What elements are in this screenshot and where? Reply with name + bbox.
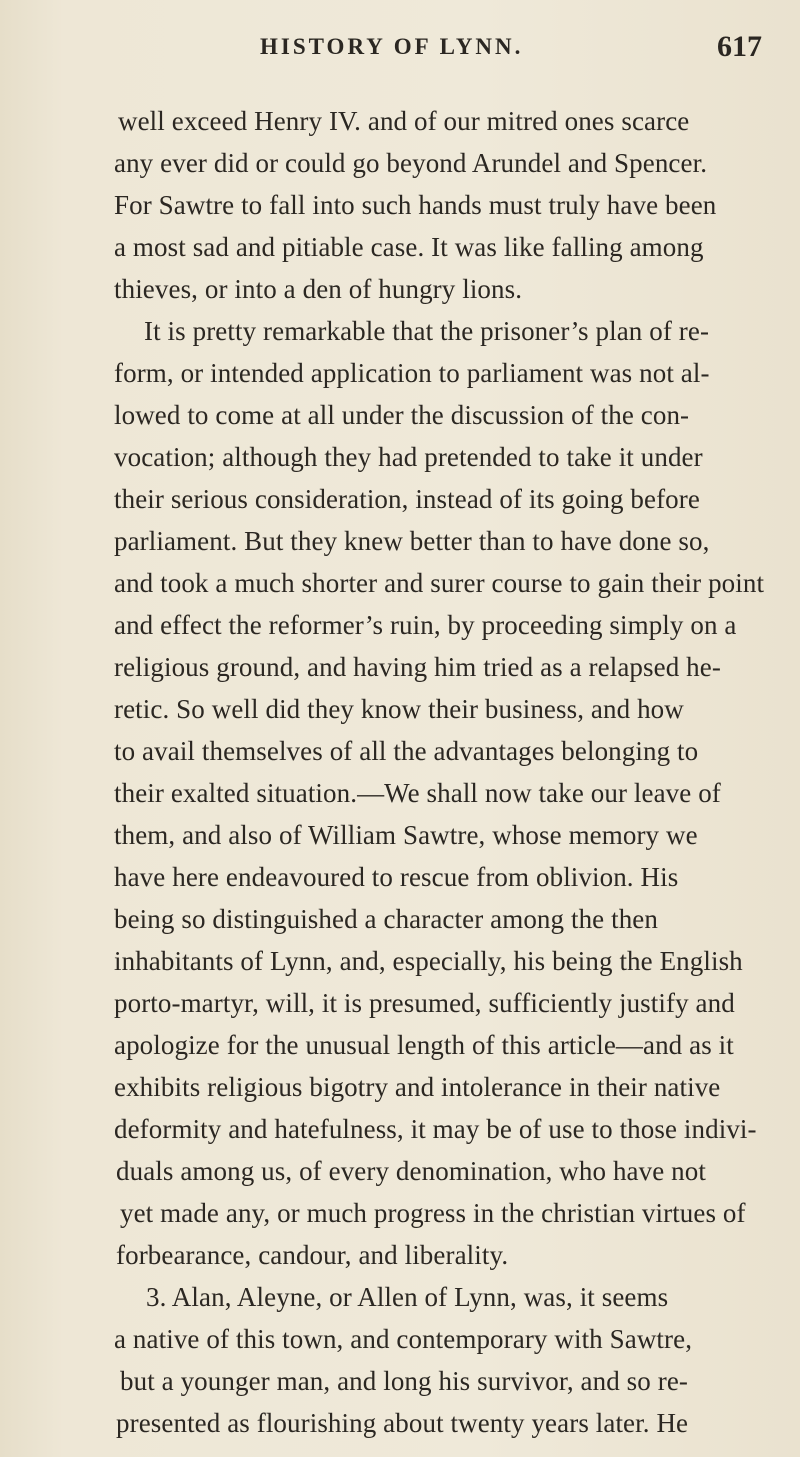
text-line: It is pretty remarkable that the prisoner’s plan of re- bbox=[144, 316, 710, 346]
text-line: parliament. But they knew better than to have done so, bbox=[114, 526, 710, 556]
text-line: vocation; although they had pretended to take it under bbox=[114, 442, 703, 472]
text-line: to avail themselves of all the advantages belonging to bbox=[114, 736, 699, 766]
text-line: thieves, or into a den of hungry lions. bbox=[114, 274, 523, 304]
text-line: inhabitants of Lynn, and, especially, his being the English bbox=[114, 946, 743, 976]
text-line: lowed to come at all under the discussion of the con- bbox=[114, 400, 690, 430]
text-line: a most sad and pitiable case. It was like falling among bbox=[114, 232, 704, 262]
text-line: any ever did or could go beyond Arundel and Spencer. bbox=[114, 148, 708, 178]
text-line: but a younger man, and long his survivor, and so re- bbox=[120, 1366, 689, 1396]
text-line: form, or intended application to parliament was not al- bbox=[114, 358, 710, 388]
text-line: duals among us, of every denomination, who have not bbox=[116, 1156, 706, 1186]
text-line: religious ground, and having him tried as a relapsed he- bbox=[114, 652, 721, 682]
text-line: yet made any, or much progress in the christian virtues of bbox=[120, 1198, 746, 1228]
text-line: porto-martyr, will, it is presumed, sufficiently justify and bbox=[114, 988, 735, 1018]
text-line: presented as flourishing about twenty years later. He bbox=[116, 1408, 689, 1438]
text-line: being so distinguished a character among the then bbox=[114, 904, 658, 934]
text-line: them, and also of William Sawtre, whose memory we bbox=[114, 820, 698, 850]
text-line: their serious consideration, instead of its going before bbox=[114, 484, 700, 514]
running-head bbox=[80, 30, 780, 70]
text-line: a native of this town, and contemporary with Sawtre, bbox=[114, 1324, 693, 1354]
text-line: their exalted situation.—We shall now take our leave of bbox=[114, 778, 721, 808]
text-line: 3. Alan, Aleyne, or Allen of Lynn, was, it seems bbox=[146, 1282, 669, 1312]
text-line: forbearance, candour, and liberality. bbox=[116, 1240, 509, 1270]
text-line: well exceed Henry IV. and of our mitred ones scarce bbox=[118, 106, 690, 136]
page-number: 617 bbox=[717, 30, 762, 63]
text-line: For Sawtre to fall into such hands must truly have been bbox=[114, 190, 717, 220]
text-line: deformity and hatefulness, it may be of use to those indivi- bbox=[114, 1114, 757, 1144]
text-line: apologize for the unusual length of this article—and as it bbox=[114, 1030, 734, 1060]
text-line: exhibits religious bigotry and intolerance in their native bbox=[114, 1072, 721, 1102]
text-line: have here endeavoured to rescue from oblivion. His bbox=[114, 862, 679, 892]
text-line: and effect the reformer’s ruin, by proceeding simply on a bbox=[114, 610, 737, 640]
text-line: and took a much shorter and surer course to gain their point bbox=[114, 568, 765, 598]
text-line: retic. So well did they know their business, and how bbox=[114, 694, 684, 724]
running-title: HISTORY OF LYNN. bbox=[260, 34, 524, 59]
